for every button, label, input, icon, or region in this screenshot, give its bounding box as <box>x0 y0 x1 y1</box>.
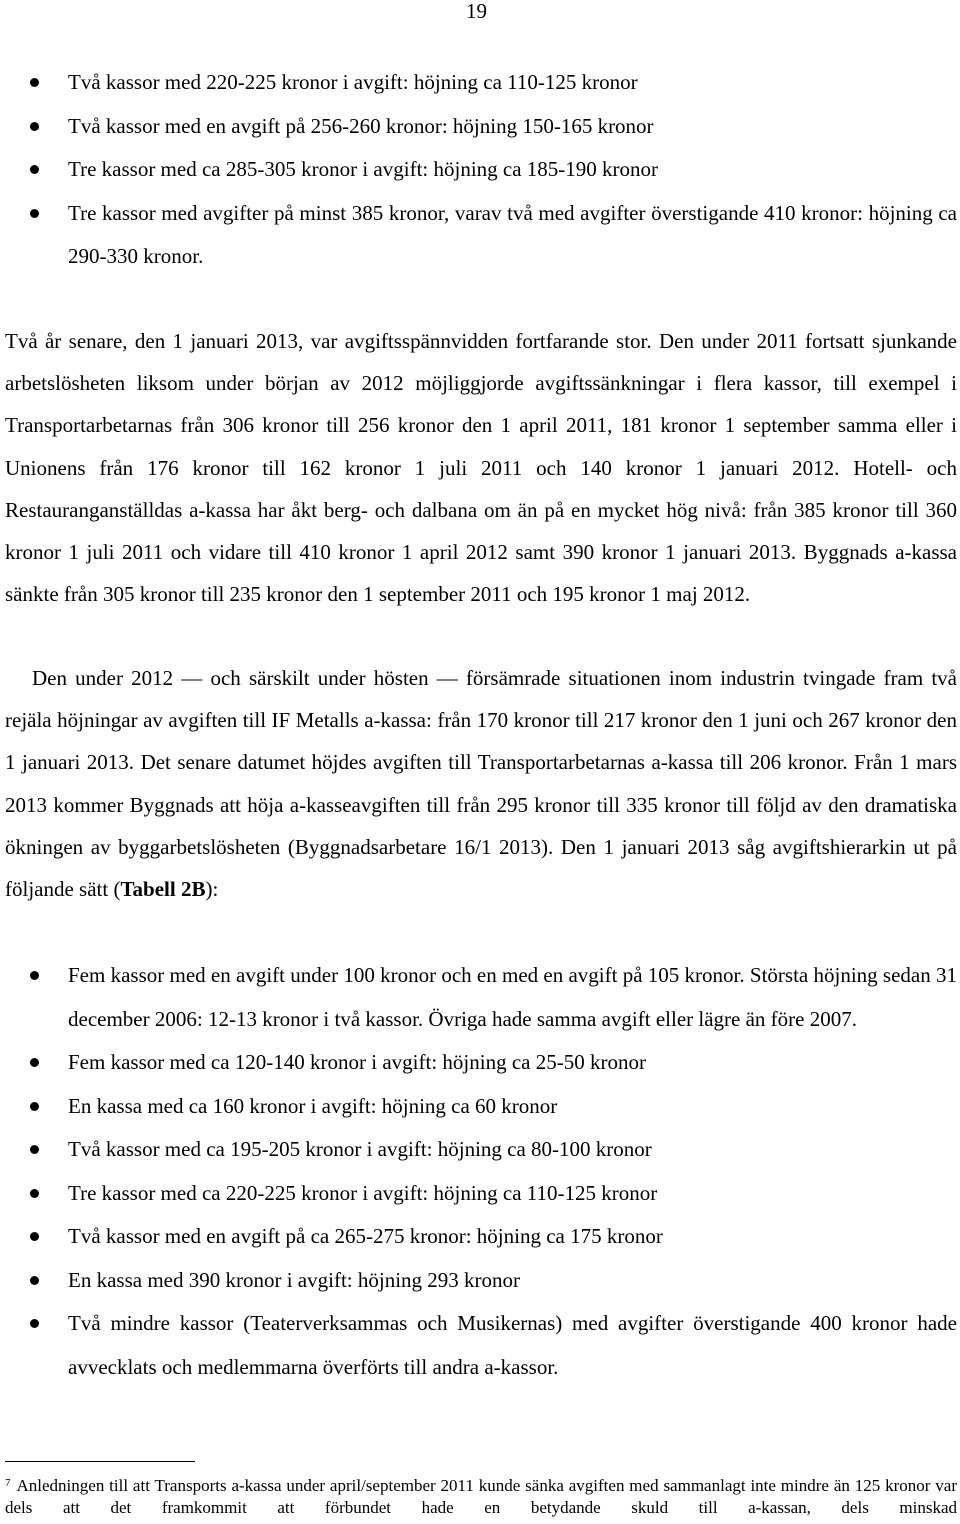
list-item: Två kassor med en avgift på ca 265-275 kronor: höjning ca 175 kronor <box>0 1215 960 1259</box>
paragraph <box>5 657 957 910</box>
list-item: Fem kassor med ca 120-140 kronor i avgift: höjning ca 25-50 kronor <box>0 1041 960 1085</box>
footnote <box>5 1475 957 1519</box>
list-item: En kassa med 390 kronor i avgift: höjning 293 kronor <box>0 1259 960 1303</box>
footnote-text: Anledningen till att Transports a-kassa under april/september 2011 kunde sänka avgiften med sammanlagt inte mindre än 125 kronor var dels att det framkommit att förbundet hade en betydande skuld till a-kassan, dels minskad <box>5 1476 957 1517</box>
paragraph-text: ): <box>205 877 219 902</box>
footnote-marker: 7 <box>5 1477 11 1489</box>
footnote-divider <box>5 1461 195 1462</box>
paragraph: Två år senare, den 1 januari 2013, var avgiftsspännvidden fortfarande stor. Den under 2011 fortsatt sjunkande arbetslösheten liksom under början av 2012 möjliggjorde avgiftssänkningar i flera kassor, till exempel i Transportarbetarnas från 306 kronor till 256 kronor den 1 april 2011, 181 kronor 1 september samma eller i Unionens från 176 kronor till 162 kronor 1 juli 2011 och 140 kronor 1 januari 2012. Hotell- och Restauranganställdas a-kassa har åkt berg- och dalbana om än på en mycket hög nivå: från 385 kronor till 360 kronor 1 juli 2011 och vidare till 410 kronor 1 april 2012 samt 390 kronor 1 januari 2013. Byggnads a-kassa sänkte från 305 kronor till 235 kronor den 1 september 2011 och 195 kronor 1 maj 2012. <box>5 329 957 607</box>
list-item: Tre kassor med ca 285-305 kronor i avgift: höjning ca 185-190 kronor <box>0 148 960 192</box>
list-item: Två kassor med ca 195-205 kronor i avgift: höjning ca 80-100 kronor <box>0 1128 960 1172</box>
list-item: Två kassor med en avgift på 256-260 kronor: höjning 150-165 kronor <box>0 105 960 149</box>
fee-range-list-2013 <box>0 954 960 1389</box>
table-reference: Tabell 2B <box>120 877 206 902</box>
list-item: Två mindre kassor (Teaterverksammas och Musikernas) med avgifter överstigande 400 kronor hade avvecklats och medlemmarna överförts till andra a-kassor. <box>0 1302 960 1389</box>
fee-range-list-2011 <box>0 61 960 279</box>
paragraph-text: Den under 2012 — och särskilt under hösten — försämrade situationen inom industrin tvingade fram två rejäla höjningar av avgiften till IF Metalls a-kassa: från 170 kronor till 217 kronor den 1 juni och 267 kronor den 1 januari 2013. Det senare datumet höjdes avgiften till Transportarbetarnas a-kassa till 206 kronor. Från 1 mars 2013 kommer Byggnads att höja a-kasseavgiften till från 295 kronor till 335 kronor till följd av den dramatiska ökningen av byggarbetslösheten (Byggnadsarbetare 16/1 2013). Den 1 januari 2013 såg avgiftshierarkin ut på följande sätt ( <box>5 666 957 902</box>
list-item: Tre kassor med avgifter på minst 385 kronor, varav två med avgifter överstigande 410 kronor: höjning ca 290-330 kronor. <box>0 192 960 279</box>
page-number: 19 <box>466 0 487 23</box>
list-item: Fem kassor med en avgift under 100 kronor och en med en avgift på 105 kronor. Största höjning sedan 31 december 2006: 12-13 kronor i två kassor. Övriga hade samma avgift eller lägre än före 2007. <box>0 954 960 1041</box>
list-item: En kassa med ca 160 kronor i avgift: höjning ca 60 kronor <box>0 1085 960 1129</box>
list-item: Två kassor med 220-225 kronor i avgift: höjning ca 110-125 kronor <box>0 61 960 105</box>
list-item: Tre kassor med ca 220-225 kronor i avgift: höjning ca 110-125 kronor <box>0 1172 960 1216</box>
